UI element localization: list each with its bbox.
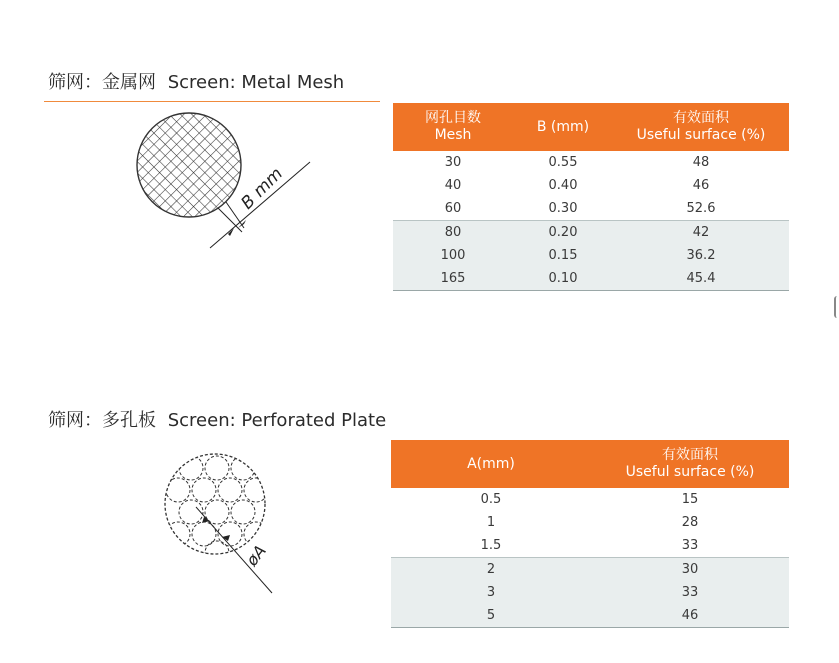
plate-table-header xyxy=(391,440,789,488)
cell-surface: 28 xyxy=(681,515,699,530)
table-row xyxy=(393,197,789,221)
cell-surface: 46 xyxy=(692,178,710,193)
mesh-title-en: Screen: Metal Mesh xyxy=(167,72,345,93)
cell-mesh: 30 xyxy=(444,155,462,170)
table-row xyxy=(391,534,789,558)
plate-title-cn: 筛网：多孔板 xyxy=(48,410,156,431)
cell-surface: 46 xyxy=(591,604,789,628)
page-edge-mark xyxy=(834,296,839,318)
header-plate-surface-en: Useful surface (%) xyxy=(625,464,755,480)
mesh-title-rule xyxy=(44,101,380,102)
table-row xyxy=(391,604,789,628)
table-row xyxy=(391,488,789,511)
header-mesh-en: Mesh xyxy=(434,127,472,143)
table-row xyxy=(391,511,789,534)
cell-a: 2 xyxy=(391,558,591,582)
header-plate-surface-cn: 有效面积 xyxy=(662,447,718,463)
header-surface xyxy=(613,103,789,151)
mesh-table-header xyxy=(393,103,789,151)
cell-a: 1.5 xyxy=(480,538,502,553)
header-surface-en: Useful surface (%) xyxy=(636,127,766,143)
cell-surface: 36.2 xyxy=(613,244,789,267)
cell-surface: 15 xyxy=(681,492,699,507)
mesh-section-title xyxy=(48,68,344,94)
cell-surface: 33 xyxy=(681,538,699,553)
cell-a: 1 xyxy=(486,515,496,530)
metal-mesh-diagram xyxy=(120,110,320,260)
cell-a: 0.5 xyxy=(480,492,502,507)
mesh-circle xyxy=(137,113,241,217)
mesh-dim-line-inner2 xyxy=(226,202,244,228)
mesh-title-cn: 筛网：金属网 xyxy=(48,72,156,93)
cell-b: 0.30 xyxy=(548,201,578,216)
header-a: A(mm) xyxy=(391,440,591,488)
cell-a: 5 xyxy=(391,604,591,628)
plate-dim-label: øA xyxy=(242,541,270,570)
plate-section-title xyxy=(48,406,386,432)
plate-title-en: Screen: Perforated Plate xyxy=(167,410,387,431)
cell-mesh: 60 xyxy=(444,201,462,216)
cell-mesh: 165 xyxy=(393,267,513,291)
header-b: B (mm) xyxy=(513,103,613,151)
header-plate-surface xyxy=(591,440,789,488)
mesh-spec-table xyxy=(393,103,789,291)
cell-b: 0.20 xyxy=(513,221,613,245)
header-mesh-cn: 网孔目数 xyxy=(425,110,481,126)
cell-mesh: 80 xyxy=(393,221,513,245)
mesh-dim-label: B mm xyxy=(237,163,288,214)
cell-b: 0.55 xyxy=(548,155,578,170)
table-row xyxy=(391,558,789,582)
cell-b: 0.10 xyxy=(513,267,613,291)
plate-spec-table xyxy=(391,440,789,628)
cell-b: 0.40 xyxy=(548,178,578,193)
cell-surface: 30 xyxy=(591,558,789,582)
cell-b: 0.15 xyxy=(513,244,613,267)
header-surface-cn: 有效面积 xyxy=(673,110,729,126)
table-row xyxy=(393,221,789,245)
cell-mesh: 100 xyxy=(393,244,513,267)
cell-surface: 42 xyxy=(613,221,789,245)
cell-a: 3 xyxy=(391,581,591,604)
header-mesh xyxy=(393,103,513,151)
table-row xyxy=(391,581,789,604)
table-row xyxy=(393,174,789,197)
cell-surface: 48 xyxy=(692,155,710,170)
table-row xyxy=(393,151,789,174)
cell-surface: 45.4 xyxy=(613,267,789,291)
perforated-plate-diagram xyxy=(150,445,300,595)
table-row xyxy=(393,244,789,267)
table-row xyxy=(393,267,789,291)
cell-surface: 52.6 xyxy=(686,201,716,216)
cell-surface: 33 xyxy=(591,581,789,604)
cell-mesh: 40 xyxy=(444,178,462,193)
